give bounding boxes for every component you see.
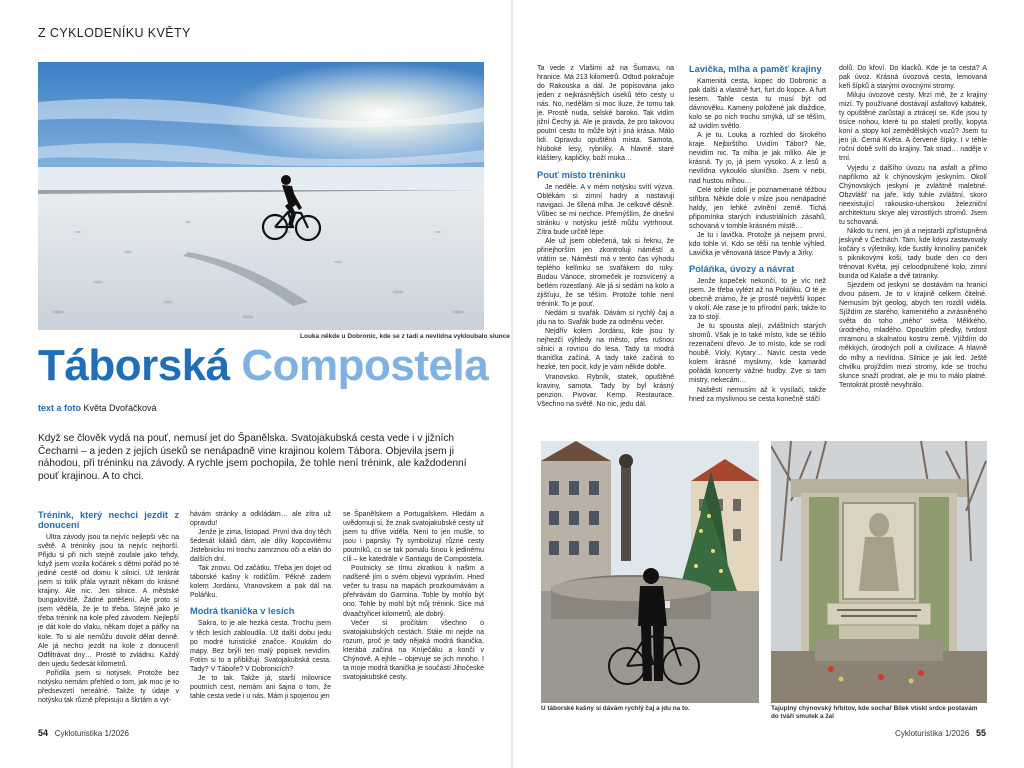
right-column-1 (537, 64, 674, 409)
photo2-caption: Tajuplný chýnovský hřbitov, kde sochař Bílek vtiskl srdce postavám do tváří smutek a žal (771, 705, 978, 720)
body-paragraph: Pořídila jsem si notýsek. Protože bez notýsku nemám přehled o tom, jak moc je to předsevzetí nereálné. Takže ty údaje v notýsku tak různě přepisuju a škrtám a vyt- (38, 669, 179, 704)
body-paragraph: Nejdřív kolem Jordánu, kde jsou ty nejhezčí výhledy na město, přes rušnou silnici a rovnou do lesa. Tady ta modrá tkanička začíná. A tady také začíná to hezké, ten pocit, kdy je vám někde dobře. (537, 328, 674, 372)
photo-tabor-fountain-christmas-tree (541, 441, 759, 703)
body-paragraph: Poutnicky se tímu zkratkou k našim a nadšeně jím o svém objevu vyprávím. Hned večer tu trasu na mapách prozkoumávám a přehrávám do Garmina. Tohle by mohlo být ono. Tohle by mohl být můj trénink. Sice má dvaačtyřicet kilometrů, ale dobrý. (343, 565, 484, 618)
body-paragraph: Jenže kopeček nekončí, to je víc než jsem. Je třeba vylézt až na Poláňku. O té je obecně známo, že je prostě největší kopec v okolí. Ale zase je to přírodní park, takže to za to stojí. (689, 277, 826, 322)
body-paragraph: Je neděle. A v mém notýsku svítí výzva. Oblékám si zimní hadry a nastavuji navigaci. Je šílená mlha. Je celkově děsně. Vůbec se mi nechce. Přemýšlím, že dnešní stránku v notýsku ještě můžu vytrhnout. Zítra bude určitě lépe. (537, 183, 674, 236)
byline-author: Květa Dvořáčková (83, 403, 157, 413)
body-paragraph: Celé tohle údolí je poznamenané těžbou stříbra. Někde dole v mlze jsou nenápadné haldy, jen lehké zvlnění země. Tichá připomínka starých industriálních zásahů, schovaná v tomhle krásném místě… (689, 186, 826, 230)
hero-photo-cyclist-snowy-meadow (38, 62, 484, 330)
headline-word-1: Táborská (38, 341, 230, 390)
body-paragraph: A je tu. Louka a rozhled do širokého kraje. Nejbirštího. Uvidím Tábor? Ne, nevidím nic. Ta mlha je jak mlíko. Ale je krásná. Ty jo, já jsem vysoko. A z lesů a nevlídna vykouklo sluníčko. Jsem v nebi, nad hustou mlhou… (689, 132, 826, 185)
section-tag: Z CYKLODENÍKU KVĚTY (38, 26, 191, 40)
photo1-caption: U táborské kašny si dávám rychlý čaj a jdu na to. (541, 705, 690, 712)
subhead-pout-misto-treninku: Pouť místo tréninku (537, 169, 626, 180)
right-page (513, 0, 1024, 768)
subhead-trenink: Trénink, který nechci jezdit z donucení (38, 510, 179, 530)
body-paragraph: Nedám si svařák. Dávám si rychlý čaj a jdu na to. Svařák bude za odměnu večer. (537, 310, 674, 327)
page-number: 55 (975, 728, 986, 738)
body-paragraph: Je tu i lavička. Protože já nejsem první, kdo tohle ví. Kdo se těší na tenhle výhled. Lavička je věnovaná lásce Pavly a Jirky. (689, 231, 826, 257)
body-paragraph: Je to tak. Takže já, starší milovnice poutních cest, nemám ani šajna o tom, že tahle cesta vede i u nás. Mám ji spojenou jen (190, 674, 331, 700)
right-column-2 (689, 64, 826, 404)
body-paragraph: Ale už jsem oblečená, tak si řeknu, že přinejhorším jen zkontroluji náměstí a vrátím se. Náměstí má v tento čas výhodu teplého kelímku se svařákem do ruky. Budou Vánoce, stromeček je rozsvícený a betlém rozestlaný. Ale já si sedám na kolo a zjišťuju, že se těším. Protože tohle není trénink. To je pouť. (537, 237, 674, 309)
body-paragraph: Naštěstí nemusím až k vysílači, takže hned za myslivnou se cesta konečně stáčí (689, 386, 826, 403)
photo-chynov-cemetery-monument (771, 441, 987, 703)
left-page (0, 0, 511, 768)
body-paragraph: hávám stránky a odkládám… ale zítra už opravdu! (190, 511, 331, 528)
subhead-lavicka: Lavička, mlha a paměť krajiny (689, 64, 822, 74)
body-paragraph: Vranovsko. Rybník, statek, opuštěné kraviny, samota. Tady by byl krásný penzion. Pivovar. Kemp. Restaurace. Všechno na světě. No nic, jedu dál. (537, 373, 674, 408)
byline (38, 403, 157, 413)
body-paragraph: Nikdo tu není, jen já a nejstarší zpřístupněná jeskyně v Čechách. Tam, kde kdysi zastavovaly kočáry s výletníky, kde šustily krinolíny paniček s piknikovými koši, tady bude den co den trénovat Květa, její celoodpružené kolo, zimní bunda od Kalaše a dvě tatranky. (839, 227, 987, 281)
body-paragraph: Sakra, to je ale hezká cesta. Trochu jsem v těch lesích zabloudila. Už další dobu jedu po modré turistické značce. Koukám do mapy. Bez brýlí ten malý popisek nevidím. Fotím si to a přibližuji. Svatojakubská cesta. Tady? V Táboře? V Dobronicích? (190, 620, 331, 673)
body-paragraph: Sjezdem od jeskyní se dostávám na hranici dvou pásem. Je to v krajině celkem čitelné. Nemusím být geolog, abych ten rozdíl viděla. Sjíždím ze starého, kamenitého a zvrásněného světa do toho „mého“ světa. Měkkého, úrodného, mladého. Opouštím předky, tvrdost mramoru a skalnatou kostru země. Vjíždím do měkkých, úrodných polí a civilizace. A hlavně do mlhy a nevlídna. Silnice je jak led. Ještě chvilku projíždím mezi stromy, kde se trochu slunce snaží prodrat, ale je mu to málo platné. Tentokrát prostě nevyhrálo. (839, 282, 987, 389)
folio-right (895, 728, 986, 738)
byline-label: text a foto (38, 403, 82, 413)
subhead-modra-tkanicka: Modrá tkanička v lesích (190, 606, 295, 617)
body-paragraph: Vyjedu z dalšího úvozu na asfalt a přímo napříkmo až k chýnovským jeskyním. Okolí Chýnovských jeskyní je zvláštně malebné. Obzvlášť na jaře, kdy tuhle zvláštní, skoro neexistující rakousko-uherskou železniční architekturu skrye alej vzrostlých stromů. Jsem tu schovaná. (839, 164, 987, 226)
headline-word-2: Compostela (241, 341, 489, 390)
body-paragraph: Miluju úvozové cesty. Mrzí mě, že z krajiny mizí. Ty používané dostávají asfaltový kabátek, ty opuštěné zarůstají a ztrácejí se. Kde jsou ty tisíce nohou, které tu po staletí prošly, kopyta koní a stopy kol zemědělských vozů? Jsem tu jen já. Černá Květa. A červené šípky. I v téhle roční době svítí do krajiny. Tak snad… naděje v trní. (839, 92, 987, 163)
body-paragraph: dolů. Do křoví. Do klacků. Kde je ta cesta? A pak úvoz. Krásná úvozová cesta, lemovaná keři šípků a starými ovocnými stromy. (839, 65, 987, 91)
left-column-2 (190, 510, 331, 701)
body-paragraph: Jenže je zima, listopad. První dva dny těch šedesát kiláků dám, ale díky kopcovitému Jistebnicku mi trochu zamrznou oči a elán do dalších dní. (190, 529, 331, 564)
magazine-issue: Cykloturistika 1/2026 (895, 729, 970, 738)
body-paragraph: Je tu spousta alejí, zvláštních starých stromů. Však je to také místo, kde se těžilo rezenačení dřevo. Je to místo, kde se rodí houbě. Violy. Kytary… Navíc cesta vede kolem krásné myslivny, kde kamarád pořádá koncerty vážné hudby. Zve si tam mistry, nekecám… (689, 323, 826, 385)
right-column-3 (839, 64, 987, 390)
left-column-3 (343, 510, 484, 682)
body-paragraph: Ultra závody jsou ta nejvíc nejlepší věc na světě. A tréninky jsou ta nejvíc nejhorší. Přijdu si při nich stejně zoufale jako tehdy, když jsem vozila kočárek s dětmi pořád po té jediné cestě od domu k silnici. Už tenkrát jsem si tolik přála vyrazit někam do krásné krajiny. Ale nic. Jen silnice. A městské bungalovíště. Žádné potěšení. Ale proto si jsem věděla, že je to třeba. Stejně jako je třeba trénink na kole před závodem. Nejlepší je dát kole do vlaku, někam dojet a pářky na kole. To si ale nemůžu dovolit dělat denně. Ale já nechci jezdit na kole z donucení! Odfiltrávat dny… Prostě to zvládnu. Každý den ujedu šedesát kilometrů. (38, 534, 179, 668)
magazine-issue: Cykloturistika 1/2026 (54, 729, 129, 738)
lead-paragraph: Když se člověk vydá na pouť, nemusí jet do Španělska. Svatojakubská cesta vede i v jižních Čechami – a jeden z jejích úseků se nenápadně vine krajinou kolem Tábora. Objevila jsem ji náhodou, při tréninku na závody. A rychle jsem pochopila, že tohle není trénink, ale každodenní pouť krajinou. A to chci. (38, 433, 467, 482)
body-paragraph: Kamenitá cesta, kopec do Dobronic a pak další a vlastně furt, furt do kopce. A furt lesem. Tahle cesta tu musí být od dávnověku. Kameny položené jak dlaždice, kolo se po nich trochu smýká, už se těším, až uvidím světlo. (689, 78, 826, 131)
body-paragraph: Ta vede z Vlašimi až na Šumavu, na hranice. Má 213 kilometrů. Odtud pokračuje do Rakouska a dál. Je popisována jako jeden z nejkrásnějších úseků této cesty u nás. No, nedělám si moc iluze, že tomu tak je. Prostě nuda, selské baroko. Tak vidím jižní Čechy já. Ale je pravda, že pro takovou poutní cestu to může být i jiná krása. Málo lidí. Opravdu opuštěná místa. Samota, hluboké lesy, rybníky. A hlavně staré kláštery, kapličky, boží muka… (537, 65, 674, 163)
left-column-1 (38, 510, 179, 705)
page-number: 54 (38, 728, 49, 738)
body-paragraph: se Španělskem a Portugalskem. Hledám a uvědomuji si, že znak svatojakubské cesty už jsem tu dříve viděla. Není to jen mušle, to jsou i paprsky. Ty symbolizují různé cesty poutníků, co se tak pomalu šinou k jedinému cíli – ke katedrále v Santiagu de Compostela. (343, 511, 484, 564)
article-headline (38, 341, 489, 390)
body-paragraph: Tak znovu. Od začátku. Třeba jen dojet od táborské kašny k rodičům. Pěkně zadem kolem Jordánu, Vranovskem a pak dál na Poláňku. (190, 565, 331, 600)
subhead-polanka: Poláňka, úvozy a návrat (689, 263, 795, 274)
folio-left (38, 728, 129, 738)
hero-photo-caption: Louka někde u Dobronic, kde se z tadi a nevlídna vykloubalo slunce (300, 333, 510, 340)
body-paragraph: Večer si pročítám všechno o svatojakubských cestách. Stále mi nejde na rozum, proč je tady nějaká modrá tkanička, kterábá začíná na Kníječáku a končí v Chýnově. A ejhle – objevuje se jich mnoho. I ta moje modrá tkanička je součástí Jihočeské svatojakubské cesty. (343, 619, 484, 681)
